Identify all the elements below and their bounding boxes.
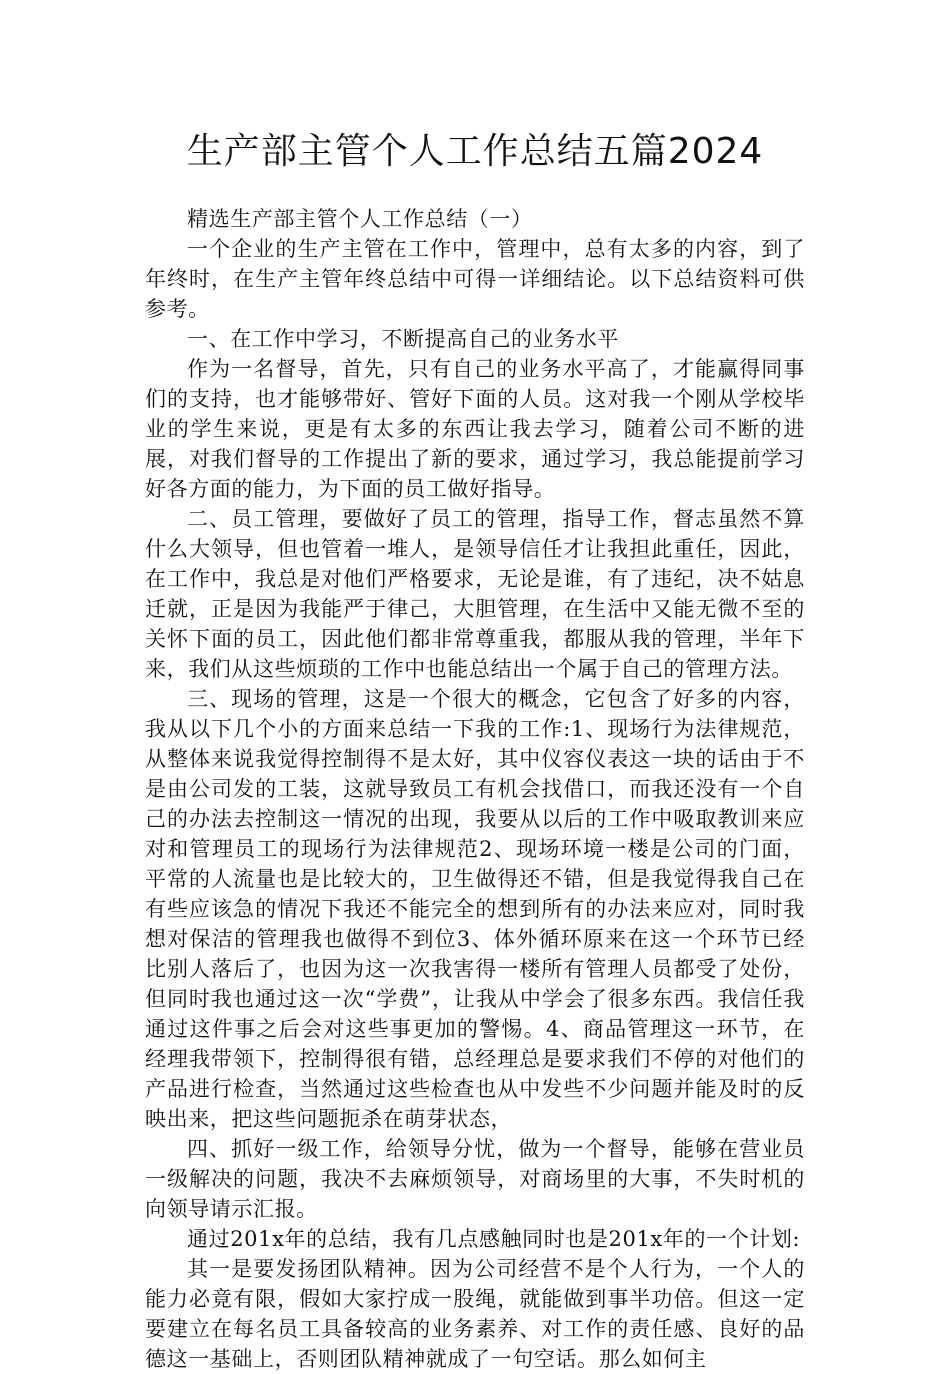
plan-intro-paragraph: 通过201x年的总结，我有几点感触同时也是201x年的一个计划: [187, 1227, 801, 1251]
document-body [145, 204, 805, 1374]
point-two-paragraph: 二、员工管理，要做好了员工的管理，指导工作，督志虽然不算什么大领导，但也管着一堆人，是领导信任才让我担此重任，因此，在工作中，我总是对他们严格要求，无论是谁，有了违纪，决不姑息迁就，正是因为我能严于律己，大胆管理，在生活中又能无微不至的关怀下面的员工，因此他们都非常尊重我，都服从我的管理，半年下来，我们从这些烦琐的工作中也能总结出一个属于自己的管理方法。 [145, 507, 805, 681]
intro-paragraph: 一个企业的生产主管在工作中，管理中，总有太多的内容，到了年终时，在生产主管年终总结中可得一详细结论。以下总结资料可供参考。 [145, 237, 805, 321]
point-three-paragraph: 三、现场的管理，这是一个很大的概念，它包含了好多的内容，我从以下几个小的方面来总结一下我的工作:1、现场行为法律规范，从整体来说我觉得控制得不是太好，其中仪容仪表这一块的话由于不是由公司发的工装，这就导致员工有机会找借口，而我还没有一个自己的办法去控制这一情况的出现，我要从以后的工作中吸取教训来应对和管理员工的现场行为法律规范2、现场环境一楼是公司的门面，平常的人流量也是比较大的，卫生做得还不错，但是我觉得我自己在有些应该急的情况下我还不能完全的想到所有的办法来应对，同时我想对保洁的管理我也做得不到位3、体外循环原来在这一个环节已经比别人落后了，也因为这一次我害得一楼所有管理人员都受了处份，但同时我也通过这一次“学费”，让我从中学会了很多东西。我信任我通过这件事之后会对这些事更加的警惕。4、商品管理这一环节，在经理我带领下，控制得很有错，总经理总是要求我们不停的对他们的产品进行检查，当然通过这些检查也从中发些不少问题并能及时的反映出来，把这些问题扼杀在萌芽状态， [145, 687, 805, 1131]
point-four-paragraph: 四、抓好一级工作，给领导分忧，做为一个督导，能够在营业员一级解决的问题，我决不去麻烦领导，对商场里的大事，不失时机的向领导请示汇报。 [145, 1137, 805, 1221]
document-title: 生产部主管个人工作总结五篇2024 [186, 131, 764, 172]
point-one-paragraph: 作为一名督导，首先，只有自己的业务水平高了，才能赢得同事们的支持，也才能够带好、管好下面的人员。这对我一个刚从学校毕业的学生来说，更是有太多的东西让我去学习，随着公司不断的进展，对我们督导的工作提出了新的要求，通过学习，我总能提前学习好各方面的能力，为下面的员工做好指导。 [145, 357, 805, 501]
section-heading: 精选生产部主管个人工作总结（一） [187, 207, 533, 231]
point-one-heading: 一、在工作中学习，不断提高自己的业务水平 [187, 327, 619, 351]
teamwork-paragraph: 其一是要发扬团队精神。因为公司经营不是个人行为，一个人的能力必竟有限，假如大家拧成一股绳，就能做到事半功倍。但这一定要建立在每名员工具备较高的业务素养、对工作的责任感、良好的品德这一基础上，否则团队精神就成了一句空话。那么如何主 [145, 1257, 805, 1371]
